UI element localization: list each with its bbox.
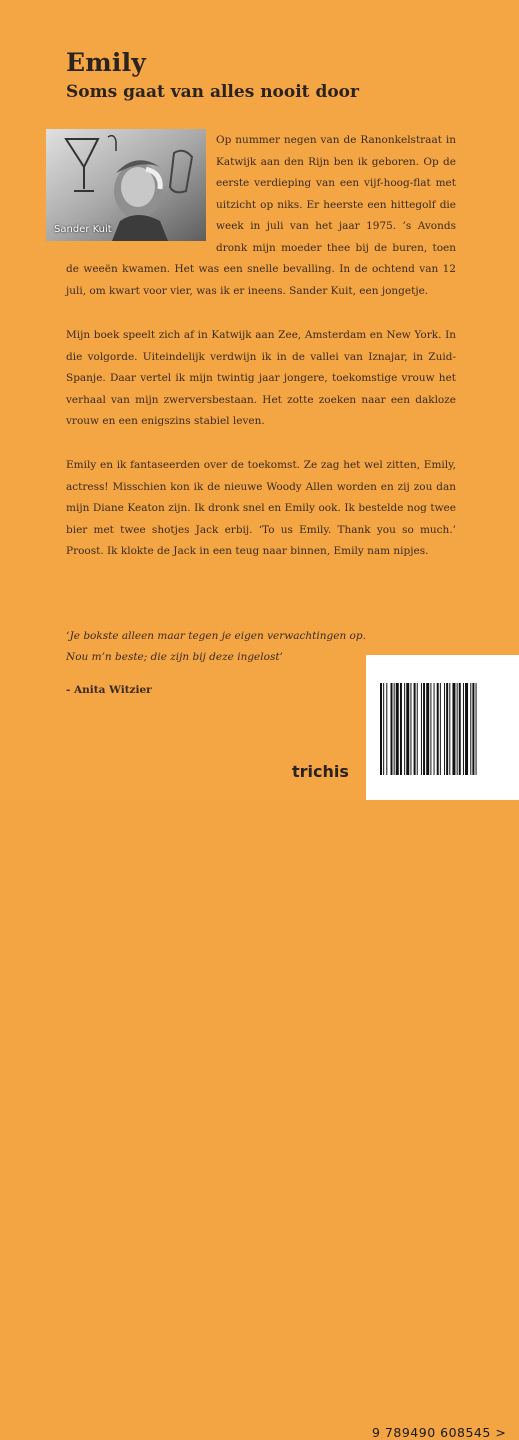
barcode-bar: [400, 683, 402, 775]
barcode-bar: [410, 683, 411, 775]
quote-line-2: Nou m’n beste; die zijn bij deze ingelost’: [66, 651, 283, 663]
barcode-bar: [472, 683, 474, 775]
barcode-bar: [417, 683, 418, 775]
barcode-bar: [459, 683, 461, 775]
barcode-bar: [440, 683, 441, 775]
barcode-bar: [449, 683, 450, 775]
barcode-bar: [426, 683, 429, 775]
paragraph-2: Mijn boek speelt zich af in Katwijk aan Zee, Amsterdam en New York. In die volgorde. Uiteindelijk verdwijn ik in de vallei van Iznajar, in Zuid-Spanje. Daar vertel ik mijn twintig jaar jongere, toekomstige vrouw het verhaal van mijn zwerversbestaan. Het zotte zoeken naar een dakloze vrouw en een enigszins stabiel leven.: [66, 329, 456, 427]
barcode-bar: [465, 683, 468, 775]
barcode-bar: [421, 683, 422, 775]
barcode-bar: [452, 683, 455, 775]
paragraph-3: Emily en ik fantaseerden over de toekomst. Ze zag het wel zitten, Emily, actress! Misschien kon ik de nieuwe Woody Allen worden en zij zou dan mijn Diane Keaton zijn. Ik dronk snel en Emily ook. Ik bestelde nog twee bier met twee shotjes Jack erbij. ‘To us Emily. Thank you so much.’ Proost. Ik klokte de Jack in een teug naar binnen, Emily nam nipjes.: [66, 459, 456, 557]
barcode-bar: [380, 683, 382, 775]
barcode-bar: [423, 683, 425, 775]
quote-line-1: ‘Je bokste alleen maar tegen je eigen verwachtingen op.: [66, 630, 366, 642]
barcode-bar: [396, 683, 399, 775]
barcode-bar: [476, 683, 477, 775]
paragraph-1: [66, 130, 456, 302]
isbn-digits: 9 789490 608545: [372, 1425, 491, 1440]
photo-caption: Sander Kuit: [54, 224, 112, 235]
barcode-label: [366, 655, 519, 1440]
barcode-bar: [470, 683, 471, 775]
barcode-bar: [430, 683, 431, 775]
barcode-bar: [444, 683, 445, 775]
barcode-bar: [394, 683, 395, 775]
barcode-bar: [457, 683, 458, 775]
barcode-bar: [414, 683, 416, 775]
publisher-logo: trichis: [292, 762, 349, 781]
quote-author: - Anita Witzier: [66, 684, 152, 696]
barcode-bar: [391, 683, 393, 775]
barcode-arrow: >: [495, 1425, 507, 1440]
barcode-bar: [446, 683, 448, 775]
photo-spacer: [66, 130, 216, 238]
barcode-bar: [406, 683, 409, 775]
barcode-bar: [437, 683, 439, 775]
book-title: Emily: [66, 48, 147, 77]
barcode-bar: [386, 683, 387, 775]
book-subtitle: Soms gaat van alles nooit door: [66, 82, 359, 102]
barcode-bar: [383, 683, 384, 775]
paragraph-1-text: Op nummer negen van de Ranonkelstraat in Katwijk aan den Rijn ben ik geboren. Op de eerste verdieping van een vijf-hoog-flat met uitzicht op niks. Er heerste een hittegolf die week in juli van het jaar 1975. ’s Avonds dronk mijn moeder thee bij de buren, toen de weeën kwamen. Het was een snelle bevalling. In de ochtend van 12 juli, om kwart voor vier, was ik er ineens. Sander Kuit, een jongetje.: [66, 134, 456, 297]
isbn-number: [372, 1425, 506, 1440]
barcode-bar: [404, 683, 405, 775]
barcode-bar: [463, 683, 464, 775]
barcode-bar: [434, 683, 435, 775]
barcode-bars: [380, 683, 510, 775]
